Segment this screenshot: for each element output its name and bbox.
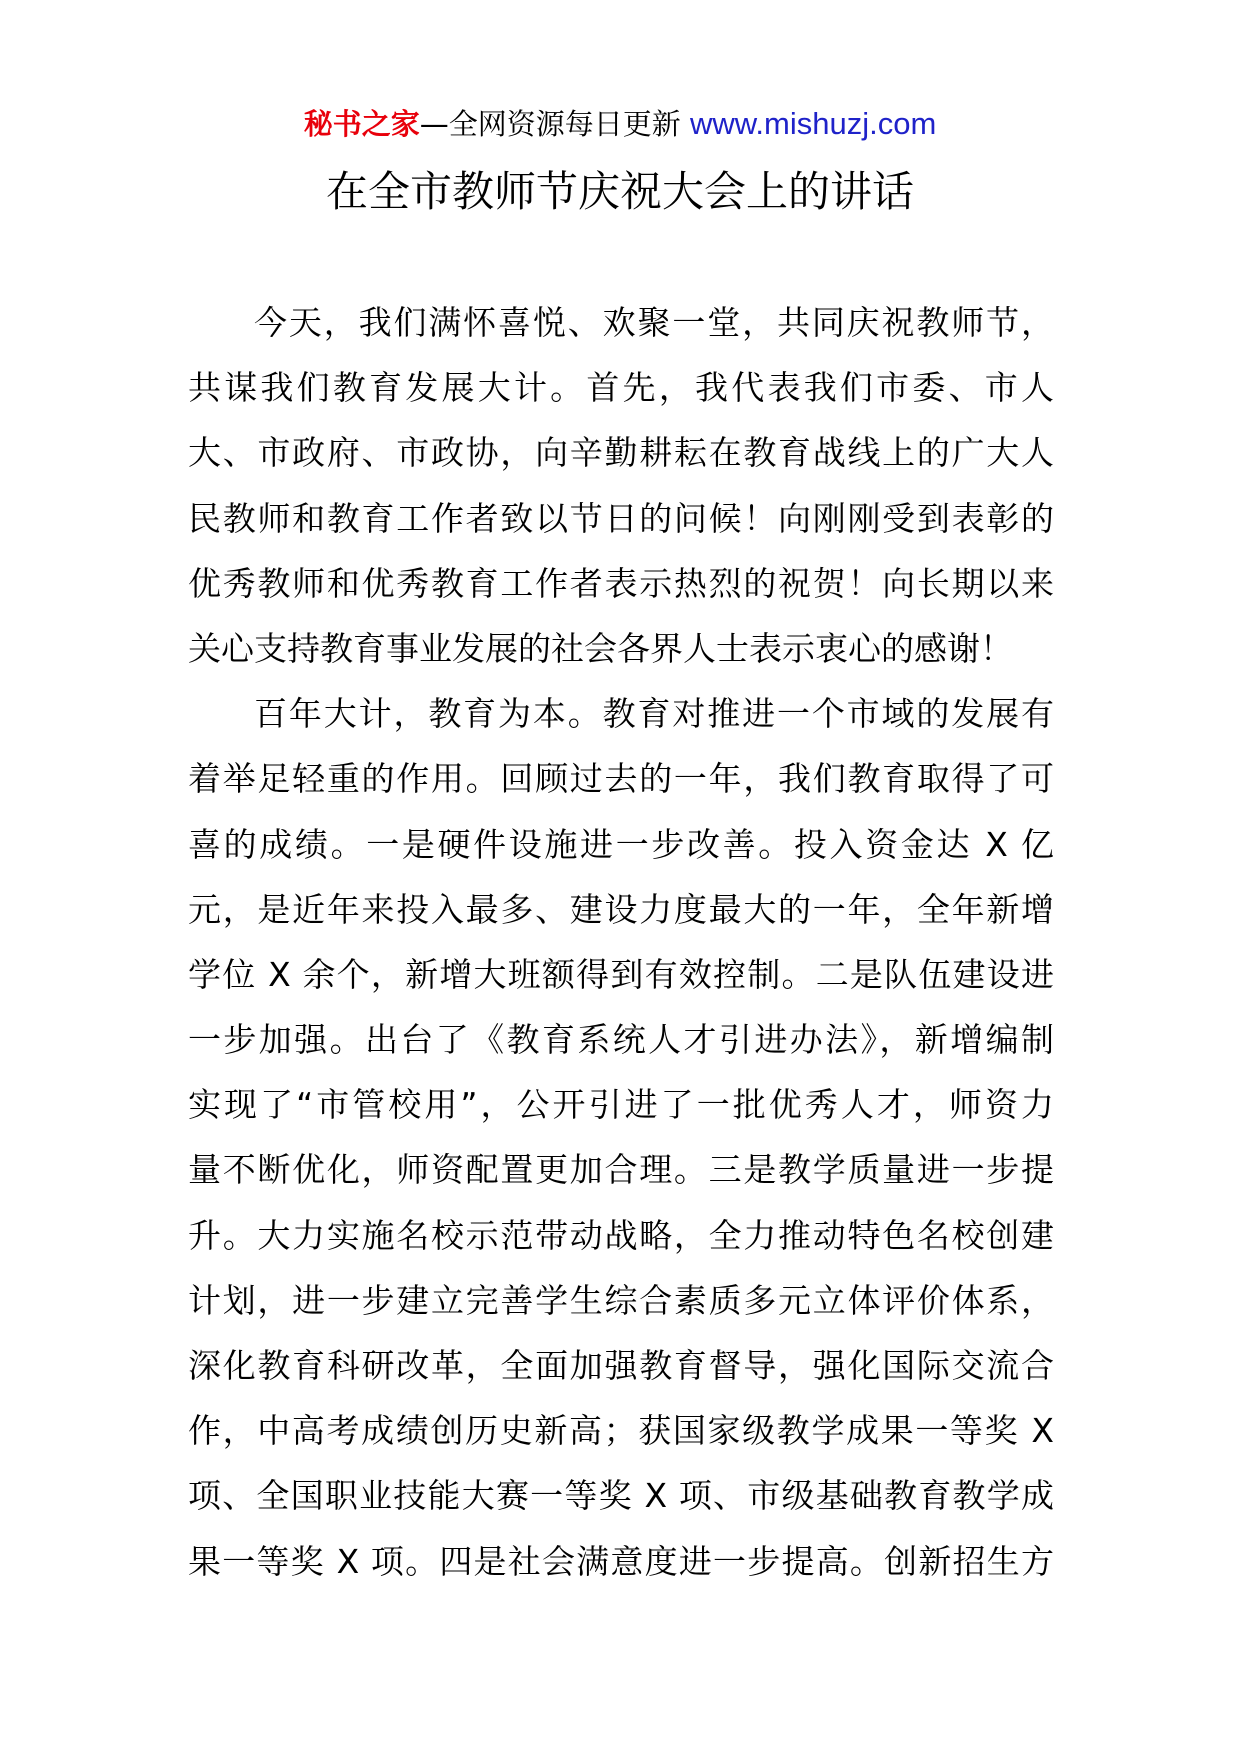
text-line: 今天，我们满怀喜悦、欢聚一堂，共同庆祝教师节， xyxy=(254,303,1054,342)
text-line: 实现了“市管校用”，公开引进了一批优秀人才，师资力 xyxy=(188,1085,1054,1125)
site-url[interactable]: www.mishuzj.com xyxy=(689,106,937,141)
site-header xyxy=(0,104,1240,144)
text-line: 作，中高考成绩创历史新高；获国家级教学成果一等奖 X xyxy=(188,1411,1054,1451)
text-line: 一步加强。出台了《教育系统人才引进办法》，新增编制 xyxy=(188,1020,1054,1060)
text-line: 项、全国职业技能大赛一等奖 X 项、市级基础教育教学成 xyxy=(188,1476,1054,1516)
text-line: 深化教育科研改革，全面加强教育督导，强化国际交流合 xyxy=(188,1346,1054,1385)
text-line: 优秀教师和优秀教育工作者表示热烈的祝贺！向长期以来 xyxy=(188,563,1054,603)
text-line: 果一等奖 X 项。四是社会满意度进一步提高。创新招生方 xyxy=(188,1541,1054,1581)
text-line: 着举足轻重的作用。回顾过去的一年，我们教育取得了可 xyxy=(188,759,1054,799)
text-line: 关心支持教育事业发展的社会各界人士表示衷心的感谢！ xyxy=(188,628,1013,668)
text-line: 百年大计，教育为本。教育对推进一个市域的发展有 xyxy=(254,694,1054,734)
text-line: 升。大力实施名校示范带动战略，全力推动特色名校创建 xyxy=(188,1215,1054,1255)
site-brand: 秘书之家 xyxy=(303,107,420,141)
document-title: 在全市教师节庆祝大会上的讲话 xyxy=(325,167,914,216)
text-line: 元，是近年来投入最多、建设力度最大的一年，全年新增 xyxy=(188,889,1054,929)
document-body xyxy=(188,290,1054,1594)
text-line: 计划，进一步建立完善学生综合素质多元立体评价体系， xyxy=(188,1280,1054,1320)
text-line: 民教师和教育工作者致以节日的问候！向刚刚受到表彰的 xyxy=(188,498,1054,538)
text-line: 共谋我们教育发展大计。首先，我代表我们市委、市人 xyxy=(188,368,1054,408)
text-line: 学位 X 余个，新增大班额得到有效控制。二是队伍建设进 xyxy=(188,954,1054,994)
text-line: 喜的成绩。一是硬件设施进一步改善。投入资金达 X 亿 xyxy=(188,824,1054,864)
text-line: 量不断优化，师资配置更加合理。三是教学质量进一步提 xyxy=(188,1150,1054,1190)
text-line: 大、市政府、市政协，向辛勤耕耘在教育战线上的广大人 xyxy=(188,433,1054,473)
site-tagline: —全网资源每日更新 xyxy=(419,107,690,141)
